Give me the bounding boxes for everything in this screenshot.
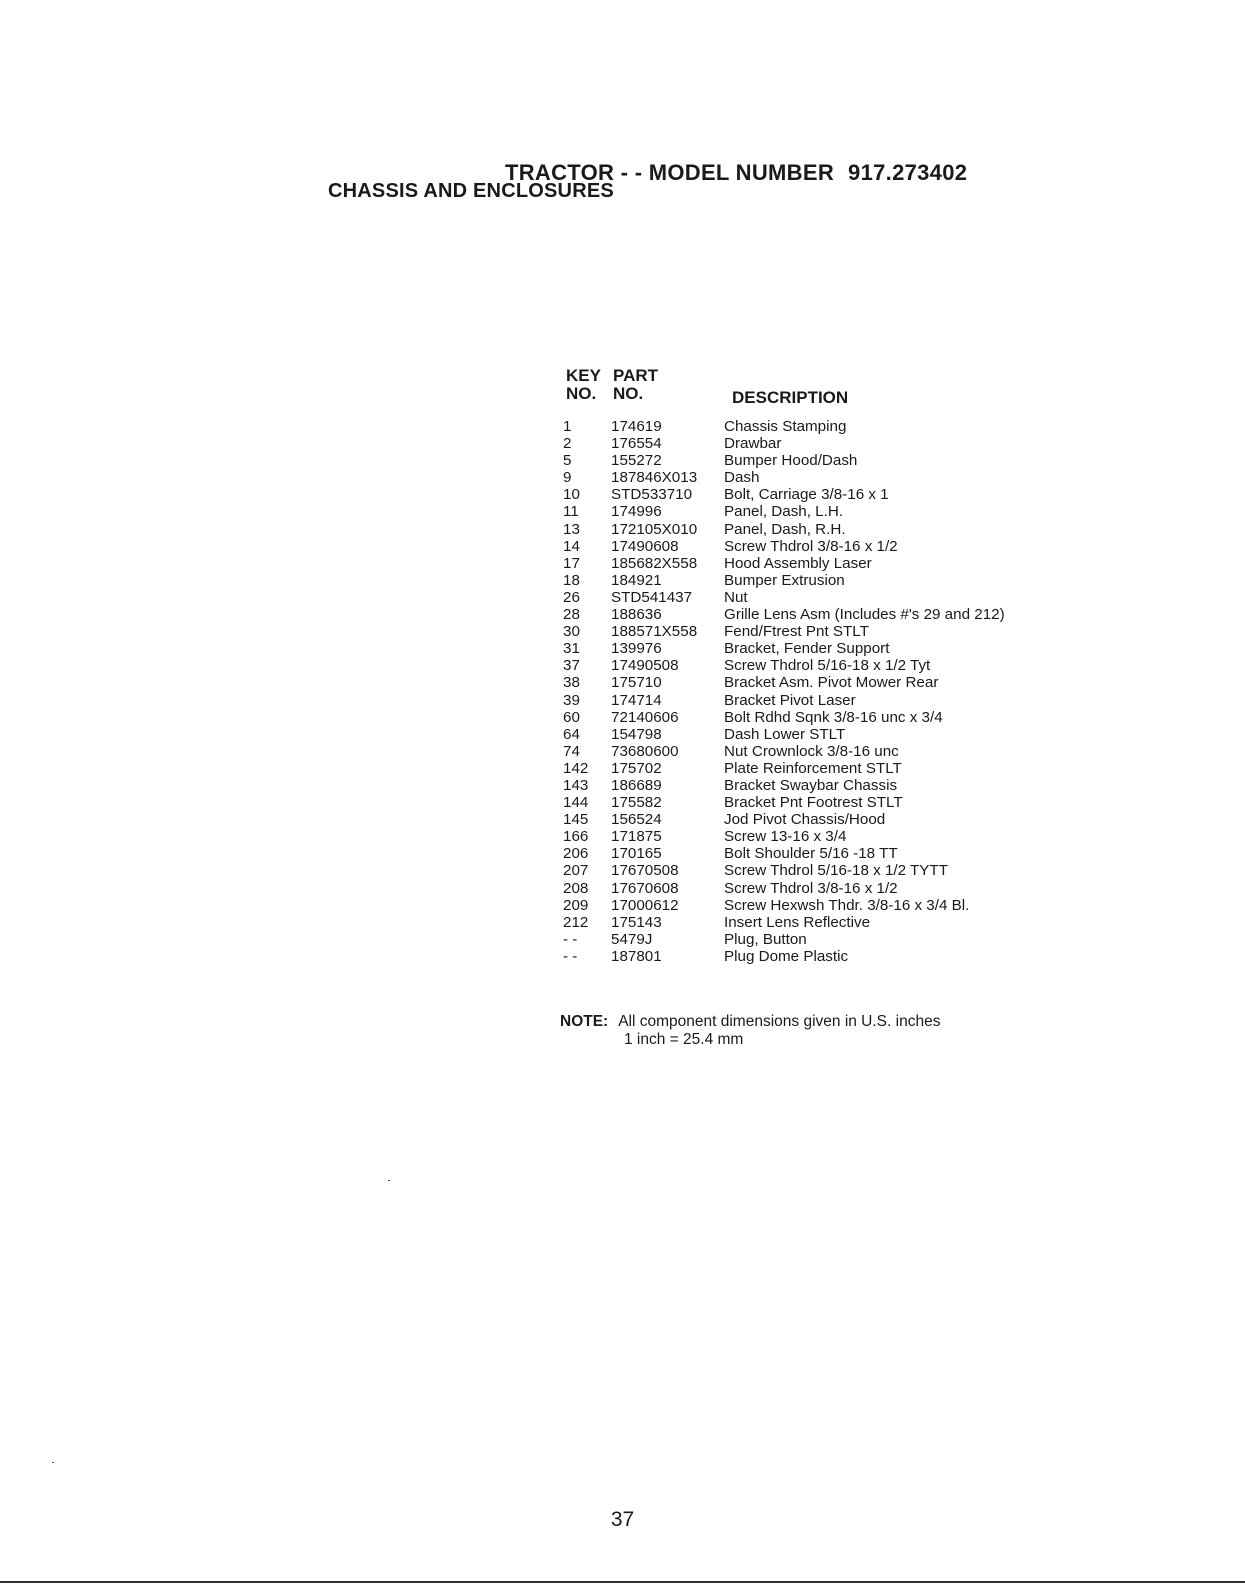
part-no: 174619 — [611, 418, 662, 435]
part-no: STD533710 — [611, 486, 693, 504]
part-no: 176554 — [611, 435, 662, 453]
part-no: 17000612 — [611, 896, 679, 914]
table-row — [563, 794, 1063, 811]
table-row — [563, 726, 1063, 743]
key-no: 144 — [563, 794, 589, 812]
table-row — [563, 828, 1063, 845]
table-row — [563, 623, 1063, 640]
table-row — [563, 538, 1063, 555]
dimension-note — [560, 1013, 940, 1049]
scan-speck — [388, 1180, 390, 1181]
description: Screw Hexwsh Thdr. 3/8-16 x 3/4 Bl. — [724, 896, 970, 914]
table-row — [563, 640, 1063, 657]
key-no: 60 — [563, 708, 580, 726]
key-no: 5 — [563, 452, 572, 470]
description: Jod Pivot Chassis/Hood — [724, 811, 886, 829]
key-no: - - — [563, 930, 578, 948]
part-no: 175582 — [611, 794, 662, 812]
description: Screw 13-16 x 3/4 — [724, 828, 847, 846]
table-row — [563, 452, 1063, 469]
description: Dash Lower STLT — [724, 725, 846, 743]
part-no: 187801 — [611, 947, 662, 965]
key-no: 9 — [563, 469, 572, 487]
part-no: 188636 — [611, 606, 662, 624]
description: Screw Thdrol 5/16-18 x 1/2 TYTT — [724, 862, 948, 880]
table-row — [563, 760, 1063, 777]
part-no: 188571X558 — [611, 623, 698, 641]
scan-speck — [52, 1462, 54, 1463]
key-no: 11 — [563, 503, 579, 521]
key-no: 1 — [563, 418, 572, 435]
note-label: NOTE: — [560, 1013, 609, 1030]
description: Screw Thdrol 3/8-16 x 1/2 — [724, 879, 898, 897]
part-no: 17490508 — [611, 657, 679, 675]
key-no: 10 — [563, 486, 580, 504]
key-no: 64 — [563, 725, 580, 743]
key-no: 209 — [563, 896, 589, 914]
part-no: 185682X558 — [611, 554, 698, 572]
table-row — [563, 845, 1063, 862]
description: Insert Lens Reflective — [724, 913, 871, 931]
col-part-label-line1: PART — [613, 366, 659, 385]
key-no: - - — [563, 947, 578, 965]
note-line1: All component dimensions given in U.S. inches — [618, 1013, 941, 1030]
part-no: 17490608 — [611, 537, 679, 555]
table-row — [563, 469, 1063, 486]
key-no: 208 — [563, 879, 589, 897]
part-no: 155272 — [611, 452, 662, 470]
description: Grille Lens Asm (Includes #'s 29 and 212) — [724, 606, 1005, 624]
section-title: CHASSIS AND ENCLOSURES — [328, 180, 614, 202]
part-no: 73680600 — [611, 742, 679, 760]
key-no: 143 — [563, 776, 589, 794]
col-part-label-line2: NO. — [613, 384, 644, 403]
key-no: 17 — [563, 554, 580, 572]
model-number: 917.273402 — [848, 160, 968, 185]
title-prefix: TRACTOR - - MODEL NUMBER — [505, 160, 835, 185]
key-no: 26 — [563, 588, 580, 606]
description: Nut Crownlock 3/8-16 unc — [724, 742, 899, 760]
table-row — [563, 606, 1063, 623]
description: Bracket Pivot Laser — [724, 691, 856, 709]
description: Plug, Button — [724, 930, 807, 948]
table-row — [563, 418, 1063, 435]
description: Plug Dome Plastic — [724, 947, 849, 965]
description: Bolt Shoulder 5/16 -18 TT — [724, 845, 898, 863]
description: Screw Thdrol 3/8-16 x 1/2 — [724, 537, 898, 555]
table-row — [563, 589, 1063, 606]
key-no: 30 — [563, 623, 580, 641]
key-no: 166 — [563, 828, 589, 846]
key-no: 145 — [563, 811, 589, 829]
part-no: 184921 — [611, 571, 662, 589]
table-row — [563, 709, 1063, 726]
part-no: 174996 — [611, 503, 662, 521]
parts-list — [563, 418, 1063, 965]
part-no: 17670608 — [611, 879, 679, 897]
key-no: 39 — [563, 691, 580, 709]
description: Bumper Extrusion — [724, 571, 845, 589]
key-no: 206 — [563, 845, 589, 863]
part-no: 170165 — [611, 845, 662, 863]
part-no: STD541437 — [611, 588, 693, 606]
part-no: 139976 — [611, 640, 662, 658]
part-no: 186689 — [611, 776, 662, 794]
description: Drawbar — [724, 435, 782, 453]
part-no: 72140606 — [611, 708, 679, 726]
description: Bracket Pnt Footrest STLT — [724, 794, 903, 812]
key-no: 212 — [563, 913, 589, 931]
description: Panel, Dash, R.H. — [724, 520, 846, 538]
table-row — [563, 435, 1063, 452]
key-no: 207 — [563, 862, 589, 880]
description: Bracket Swaybar Chassis — [724, 776, 898, 794]
description: Plate Reinforcement STLT — [724, 759, 902, 777]
page-number: 37 — [610, 1508, 635, 1531]
table-row — [563, 555, 1063, 572]
description: Bracket, Fender Support — [724, 640, 890, 658]
table-row — [563, 914, 1063, 931]
table-row — [563, 743, 1063, 760]
key-no: 28 — [563, 606, 580, 624]
table-row — [563, 777, 1063, 794]
description: Nut — [724, 588, 748, 606]
part-no: 5479J — [611, 930, 653, 948]
bottom-rule — [0, 1581, 1245, 1583]
table-row — [563, 692, 1063, 709]
key-no: 31 — [563, 640, 580, 658]
table-row — [563, 657, 1063, 674]
col-description-label: DESCRIPTION — [732, 388, 849, 407]
table-row — [563, 503, 1063, 520]
description: Panel, Dash, L.H. — [724, 503, 844, 521]
table-row — [563, 880, 1063, 897]
description: Bumper Hood/Dash — [724, 452, 858, 470]
table-row — [563, 948, 1063, 965]
key-no: 2 — [563, 435, 572, 453]
key-no: 38 — [563, 674, 580, 692]
key-no: 13 — [563, 520, 580, 538]
table-row — [563, 486, 1063, 503]
part-no: 171875 — [611, 828, 662, 846]
table-row — [563, 897, 1063, 914]
description: Bolt, Carriage 3/8-16 x 1 — [724, 486, 889, 504]
col-key-label-line1: KEY — [566, 366, 601, 385]
part-no: 154798 — [611, 725, 662, 743]
part-no: 175143 — [611, 913, 662, 931]
key-no: 142 — [563, 759, 589, 777]
description: Screw Thdrol 5/16-18 x 1/2 Tyt — [724, 657, 931, 675]
col-key-label-line2: NO. — [566, 384, 597, 403]
part-no: 172105X010 — [611, 520, 698, 538]
table-row — [563, 572, 1063, 589]
table-row — [563, 674, 1063, 691]
description: Fend/Ftrest Pnt STLT — [724, 623, 869, 641]
table-row — [563, 811, 1063, 828]
part-no: 187846X013 — [611, 469, 698, 487]
part-no: 17670508 — [611, 862, 679, 880]
table-row — [563, 862, 1063, 879]
table-row — [563, 931, 1063, 948]
description: Bracket Asm. Pivot Mower Rear — [724, 674, 939, 692]
part-no: 174714 — [611, 691, 662, 709]
key-no: 18 — [563, 571, 580, 589]
description: Bolt Rdhd Sqnk 3/8-16 unc x 3/4 — [724, 708, 943, 726]
table-row — [563, 521, 1063, 538]
key-no: 14 — [563, 537, 580, 555]
part-no: 175710 — [611, 674, 662, 692]
description: Dash — [724, 469, 760, 487]
note-line2: 1 inch = 25.4 mm — [624, 1031, 744, 1048]
description: Hood Assembly Laser — [724, 554, 872, 572]
description: Chassis Stamping — [724, 418, 847, 435]
key-no: 74 — [563, 742, 580, 760]
part-no: 175702 — [611, 759, 662, 777]
part-no: 156524 — [611, 811, 662, 829]
key-no: 37 — [563, 657, 580, 675]
